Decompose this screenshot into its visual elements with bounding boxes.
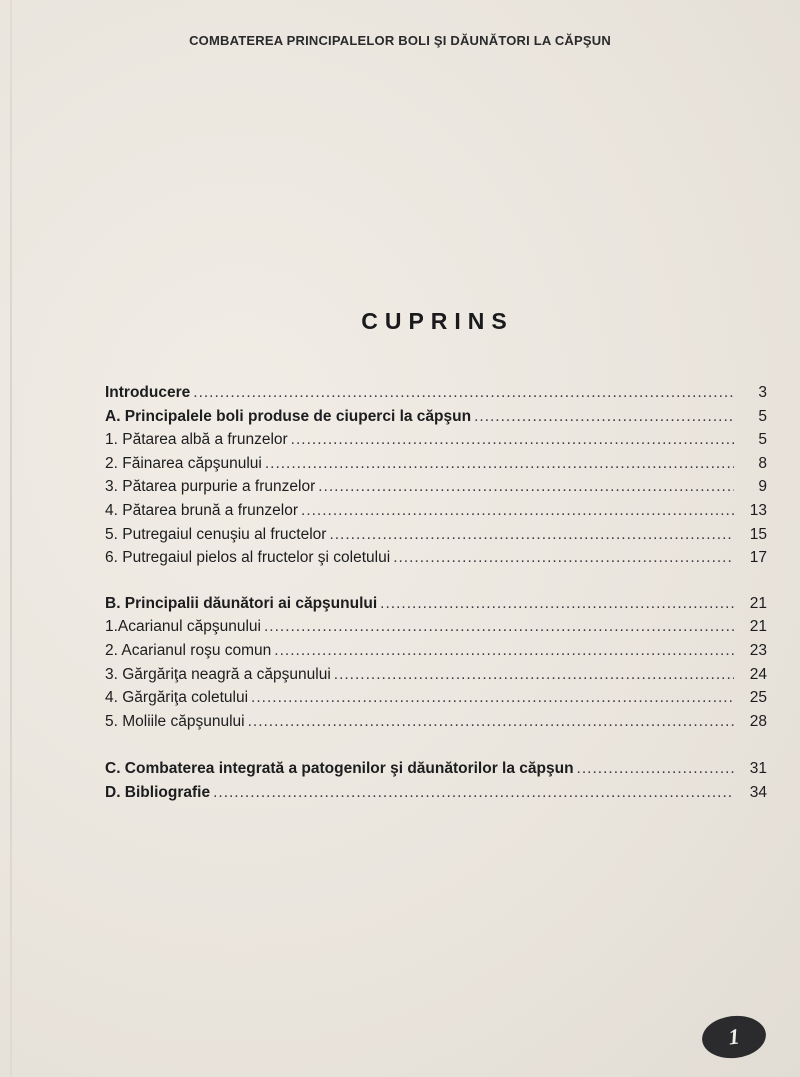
leader-dots bbox=[380, 595, 734, 613]
toc-entry bbox=[105, 642, 767, 666]
toc-entry-label: A. Principalele boli produse de ciuperci la căpşun bbox=[105, 407, 472, 425]
toc-entry-label: 6. Putregaiul pielos al fructelor şi coletului bbox=[105, 549, 391, 567]
leader-dots bbox=[264, 618, 734, 636]
leader-dots bbox=[274, 642, 734, 660]
leader-dots bbox=[301, 502, 734, 520]
leader-dots bbox=[577, 760, 734, 778]
leader-dots bbox=[329, 526, 734, 544]
toc-entry-page: 17 bbox=[749, 549, 767, 567]
section-spacer bbox=[105, 573, 767, 595]
toc-section-c bbox=[105, 760, 767, 784]
toc-entry bbox=[105, 526, 767, 550]
toc-entry bbox=[105, 618, 767, 642]
toc-section-a bbox=[105, 408, 767, 432]
toc-entry-page: 31 bbox=[749, 760, 767, 778]
toc-entry-label: 3. Pătarea purpurie a frunzelor bbox=[105, 478, 316, 496]
toc-entry-page: 21 bbox=[749, 618, 767, 636]
toc-entry-page: 34 bbox=[749, 783, 767, 801]
toc-entry bbox=[105, 478, 767, 502]
toc-entry-page: 5 bbox=[758, 431, 767, 449]
toc-entry-page: 15 bbox=[749, 525, 767, 543]
toc-entry-page: 25 bbox=[749, 689, 767, 707]
toc-section-b bbox=[105, 595, 767, 619]
toc-entry bbox=[105, 431, 767, 455]
toc-entry bbox=[105, 549, 767, 573]
page-number-badge bbox=[700, 1013, 768, 1061]
running-header: COMBATEREA PRINCIPALELOR BOLI ŞI DĂUNĂTORI LA CĂPŞUN bbox=[189, 33, 611, 48]
toc-entry-page: 13 bbox=[749, 501, 767, 519]
toc-entry bbox=[105, 666, 767, 690]
toc-entry-label: 2. Făinarea căpşunului bbox=[105, 454, 262, 472]
toc-entry bbox=[105, 713, 767, 737]
leader-dots bbox=[193, 384, 734, 402]
toc-entry-label: B. Principalii dăunători ai căpşunului bbox=[105, 594, 378, 612]
toc-entry-page: 5 bbox=[758, 407, 767, 425]
toc-entry-label: Introducere bbox=[105, 384, 191, 401]
leader-dots bbox=[474, 408, 734, 426]
toc-entry-label: 5. Moliile căpşunului bbox=[105, 712, 245, 730]
leader-dots bbox=[334, 666, 734, 684]
leader-dots bbox=[265, 455, 734, 473]
toc-entry bbox=[105, 689, 767, 713]
toc-entry-introducere bbox=[105, 384, 767, 408]
toc-entry bbox=[105, 502, 767, 526]
toc-entry-label: C. Combaterea integrată a patogenilor şi dăunătorilor la căpşun bbox=[105, 760, 574, 778]
toc-entry bbox=[105, 455, 767, 479]
toc-title: CUPRINS bbox=[361, 308, 514, 334]
toc-entry-label: D. Bibliografie bbox=[105, 783, 211, 801]
toc-entry-page: 3 bbox=[758, 384, 767, 401]
page-fold-shadow bbox=[10, 0, 12, 1077]
toc-entry-label: 4. Pătarea brună a frunzelor bbox=[105, 501, 299, 519]
toc-entry-page: 21 bbox=[749, 594, 767, 612]
toc-entry-label: 2. Acarianul roşu comun bbox=[105, 641, 272, 659]
toc-entry-label: 4. Gărgăriţa coletului bbox=[105, 689, 249, 707]
toc-entry-page: 9 bbox=[758, 478, 767, 496]
leader-dots bbox=[393, 549, 734, 567]
toc-section-d bbox=[105, 784, 767, 808]
toc-entry-page: 23 bbox=[749, 641, 767, 659]
page-number: 1 bbox=[727, 1023, 741, 1050]
toc-entry-label: 5. Putregaiul cenuşiu al fructelor bbox=[105, 525, 327, 543]
section-spacer bbox=[105, 736, 767, 760]
toc-entry-page: 8 bbox=[758, 454, 767, 472]
toc-entry-page: 28 bbox=[749, 712, 767, 730]
leader-dots bbox=[248, 713, 734, 731]
toc-entry-label: 1. Pătarea albă a frunzelor bbox=[105, 431, 288, 449]
toc-entry-label: 1.Acarianul căpşunului bbox=[105, 618, 261, 636]
leader-dots bbox=[251, 689, 734, 707]
toc-entry-label: 3. Gărgăriţa neagră a căpşunului bbox=[105, 665, 331, 683]
leader-dots bbox=[291, 431, 734, 449]
leader-dots bbox=[318, 478, 734, 496]
toc-entry-page: 24 bbox=[749, 665, 767, 683]
leader-dots bbox=[213, 784, 734, 802]
table-of-contents bbox=[105, 384, 767, 808]
